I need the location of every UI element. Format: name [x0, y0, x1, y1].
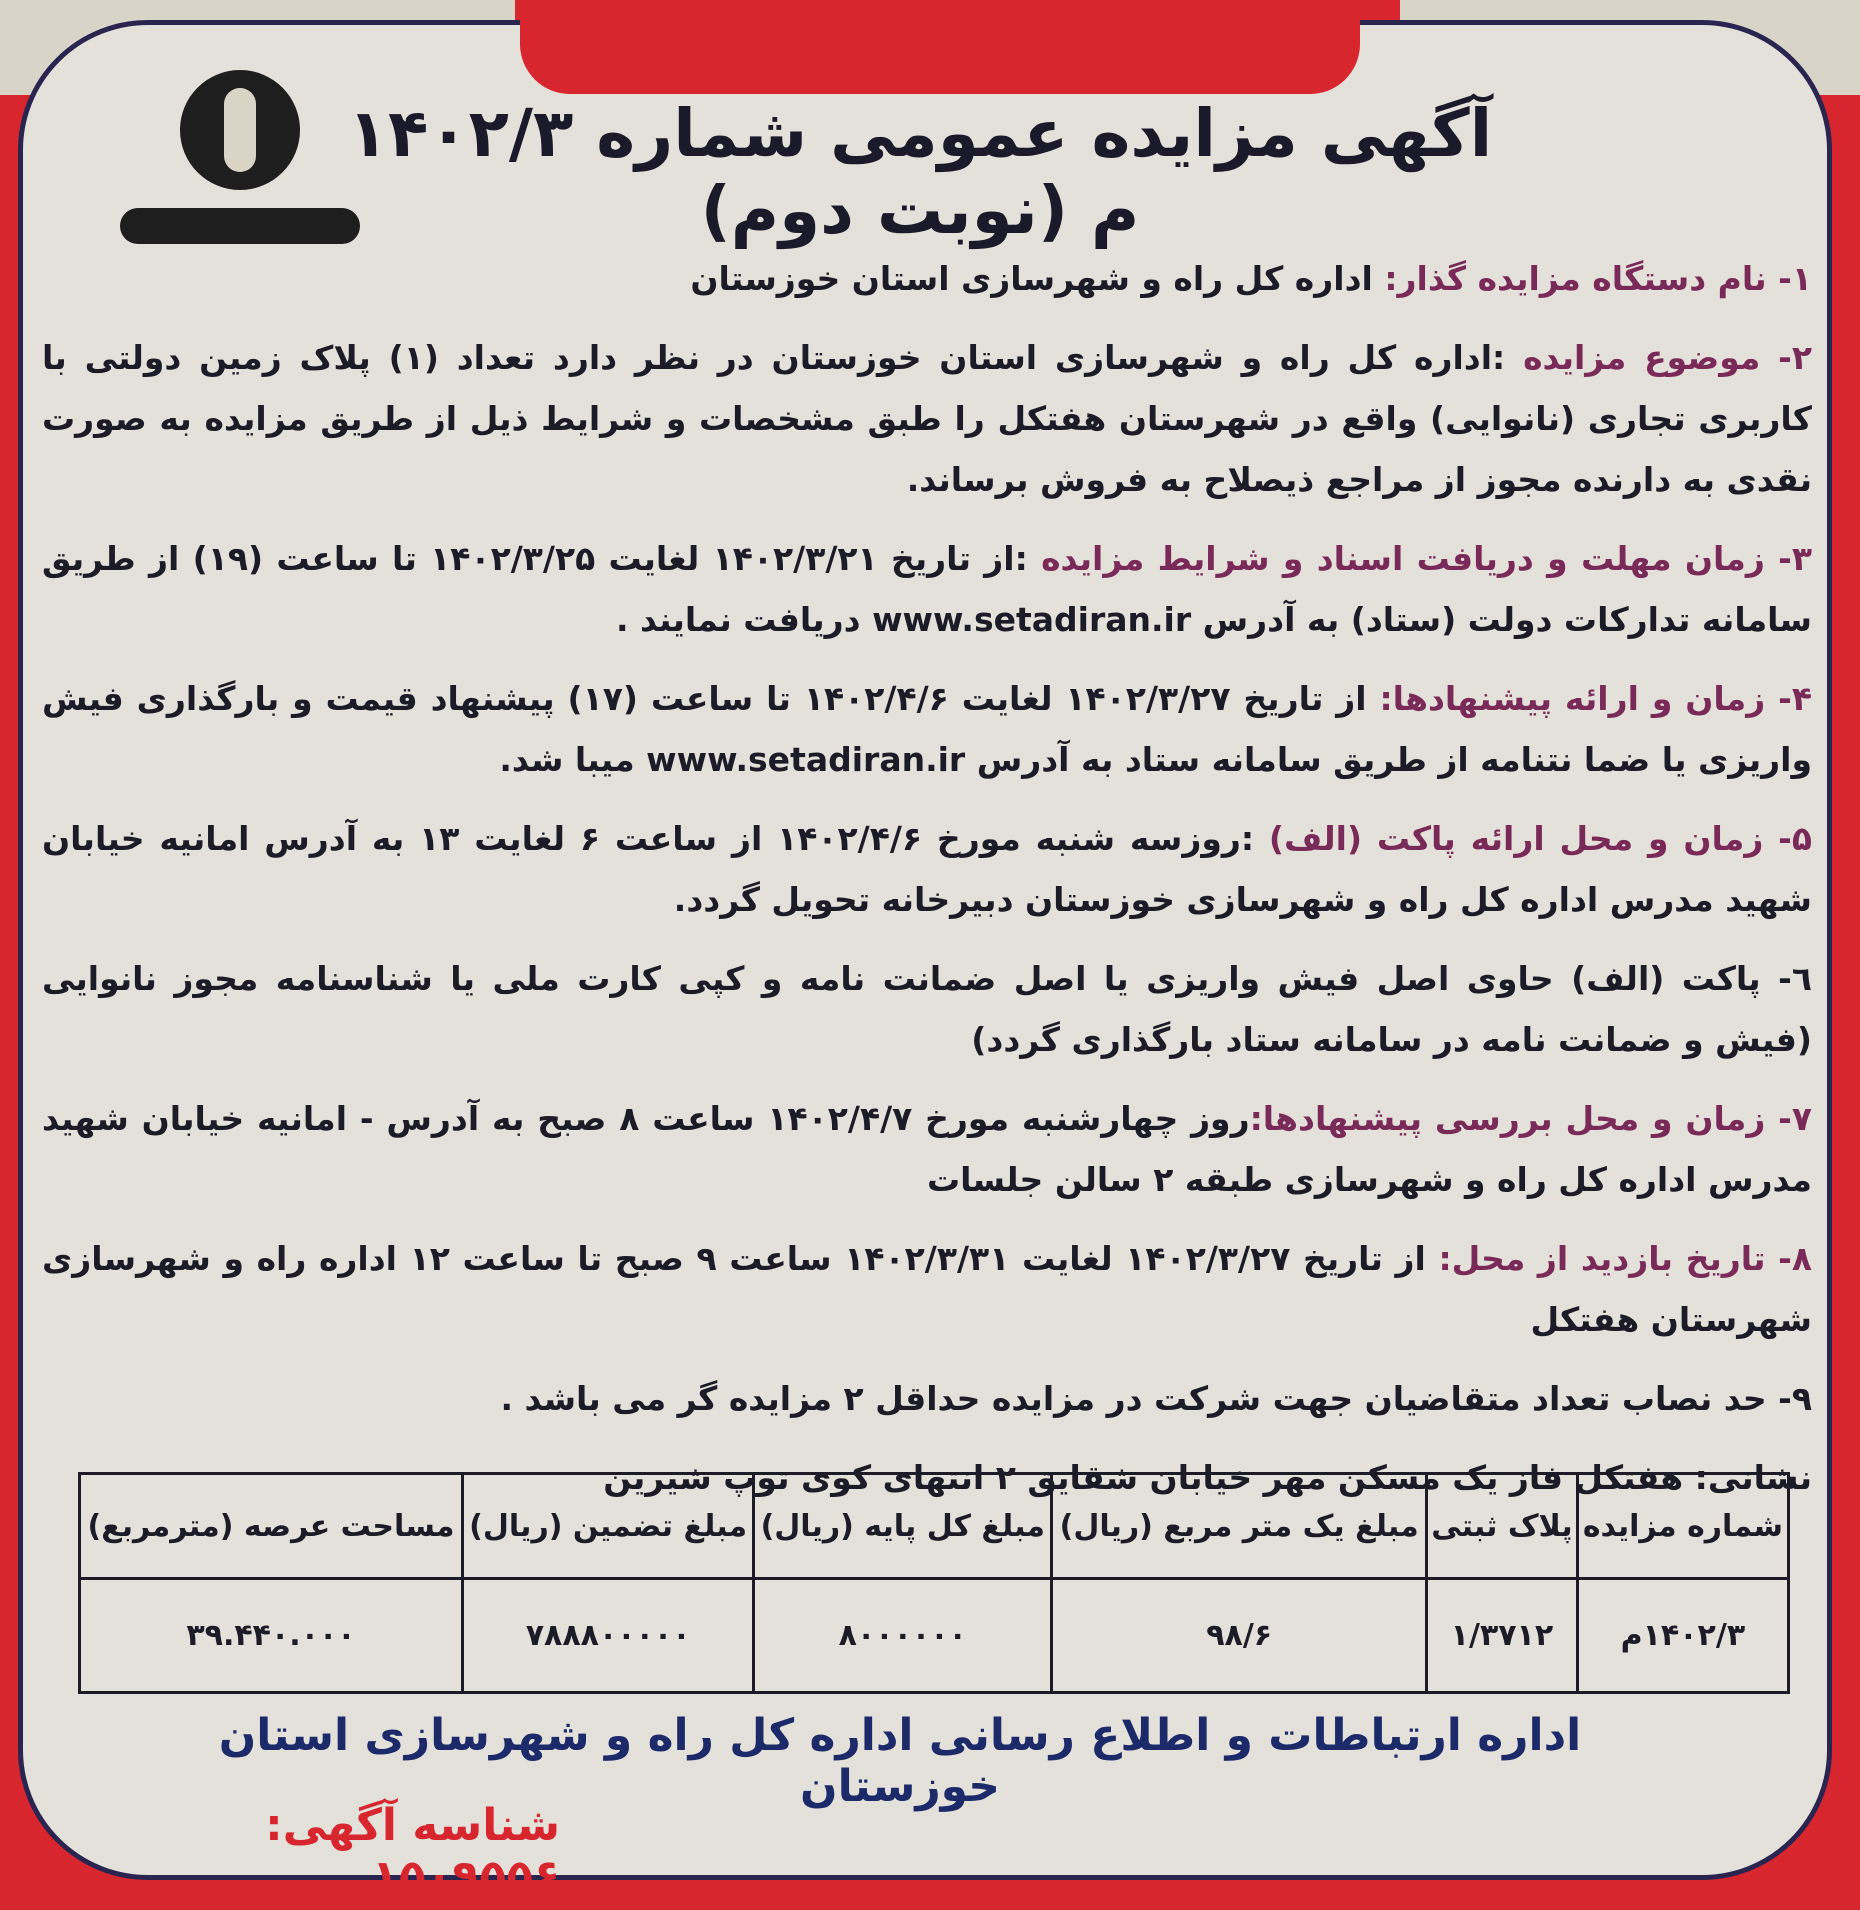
table-cell: ۹۸/۶: [1052, 1579, 1427, 1693]
notice-body: [42, 248, 1812, 1526]
logo-wordmark: [120, 208, 360, 244]
table-header-cell: شماره مزایده: [1577, 1474, 1788, 1579]
table-row: [80, 1579, 1789, 1693]
table-cell: ۱/۳۷۱۲: [1427, 1579, 1578, 1693]
item-label: ۲- موضوع مزایده: [1523, 338, 1813, 377]
item-8: [42, 1228, 1812, 1350]
item-3: [42, 528, 1812, 650]
item-label: ۸- تاریخ بازدید از محل:: [1438, 1239, 1813, 1278]
table-cell: ۸۰۰۰۰۰۰: [754, 1579, 1052, 1693]
item-text: از تاریخ ۱۴۰۲/۳/۲۷ لغایت ۱۴۰۲/۳/۳۱ ساعت ۹ صبح تا ساعت ۱۲ اداره راه و شهرسازی شهرستان هفتکل: [42, 1239, 1812, 1339]
item-text: :روزسه شنبه مورخ ۱۴۰۲/۴/۶ از ساعت ۶ لغایت ۱۳ به آدرس امانیه خیابان شهید مدرس اداره کل راه و شهرسازی خوزستان دبیرخانه تحویل گردد.: [42, 819, 1812, 919]
table-header-cell: پلاک ثبتی: [1427, 1474, 1578, 1579]
panel-top-tab: [520, 14, 1360, 94]
item-1: [42, 248, 1812, 309]
item-text: نشانی: هفتکل فاز یک مسکن مهر خیابان شقایق ۲ انتهای کوی توپ شیرین: [603, 1458, 1812, 1497]
item-text: :از تاریخ ۱۴۰۲/۳/۲۱ لغایت ۱۴۰۲/۳/۲۵ تا ساعت (۱۹) از طریق سامانه تدارکات دولت (ستاد) به آدرس www.setadiran.ir دریافت نمایند .: [42, 539, 1812, 639]
item-text: ۹- حد نصاب تعداد متقاضیان جهت شرکت در مزایده حداقل ۲ مزایده گر می باشد .: [500, 1379, 1812, 1418]
table-header-row: [80, 1474, 1789, 1579]
table-header-cell: مبلغ کل پایه (ریال): [754, 1474, 1052, 1579]
item-7: [42, 1088, 1812, 1210]
item-4: [42, 668, 1812, 790]
item-label: ۷- زمان و محل بررسی پیشنهادها:: [1249, 1099, 1812, 1138]
issuing-department: اداره ارتباطات و اطلاع رسانی اداره کل راه و شهرسازی استان خوزستان: [218, 1710, 1582, 1812]
item-label: ۵- زمان و محل ارائه پاکت (الف): [1268, 819, 1812, 858]
table-cell: ۳۹.۴۴۰.۰۰۰: [80, 1579, 463, 1693]
table-header-cell: مبلغ یک متر مربع (ریال): [1052, 1474, 1427, 1579]
item-text: از تاریخ ۱۴۰۲/۳/۲۷ لغایت ۱۴۰۲/۴/۶ تا ساعت (۱۷) پیشنهاد قیمت و بارگذاری فیش واریزی یا ضما نتنامه از طریق سامانه ستاد به آدرس www.setadiran.ir میبا شد.: [42, 679, 1812, 779]
ad-id: شناسه آگهی: ۱۵۰۹۵۵۶: [265, 1800, 560, 1902]
table-header-cell: مساحت عرصه (مترمربع): [80, 1474, 463, 1579]
item-9: [42, 1368, 1812, 1429]
item-label: ۴- زمان و ارائه پیشنهادها:: [1379, 679, 1812, 718]
table-cell: ۱۴۰۲/۳م: [1577, 1579, 1788, 1693]
item-5: [42, 808, 1812, 930]
item-label: ۱- نام دستگاه مزایده گذار:: [1384, 259, 1812, 298]
item-text: روز چهارشنبه مورخ ۱۴۰۲/۴/۷ ساعت ۸ صبح به آدرس - امانیه خیابان شهید مدرس اداره کل راه و شهرسازی طبقه ۲ سالن جلسات: [42, 1099, 1812, 1199]
table-cell: ۷۸۸۸۰۰۰۰۰: [462, 1579, 753, 1693]
auction-table: [78, 1472, 1790, 1694]
item-text: اداره کل راه و شهرسازی استان خوزستان: [690, 259, 1385, 298]
item-2: [42, 327, 1812, 510]
item-6: [42, 948, 1812, 1070]
table-header-cell: مبلغ تضمین (ریال): [462, 1474, 753, 1579]
emblem-icon: [180, 70, 300, 190]
item-label: ۳- زمان مهلت و دریافت اسناد و شرایط مزایده: [1041, 539, 1813, 578]
item-text: :اداره کل راه و شهرسازی استان خوزستان در نظر دارد تعداد (۱) پلاک زمین دولتی با کاربری تجاری (نانوایی) واقع در شهرستان هفتکل را طبق مشخصات و شرایط ذیل از طریق مزایده به صورت نقدی به دارنده مجوز از مراجع ذیصلاح به فروش برساند.: [42, 338, 1812, 499]
item-text: ٦- پاکت (الف) حاوی اصل فیش واریزی یا اصل ضمانت نامه و کپی کارت ملی یا شناسنامه مجوز نانوایی (فیش و ضمانت نامه در سامانه ستاد بارگذاری گردد): [42, 959, 1812, 1059]
notice-title: آگهی مزایده عمومی شماره ۱۴۰۲/۳ م (نوبت دوم): [347, 95, 1493, 249]
